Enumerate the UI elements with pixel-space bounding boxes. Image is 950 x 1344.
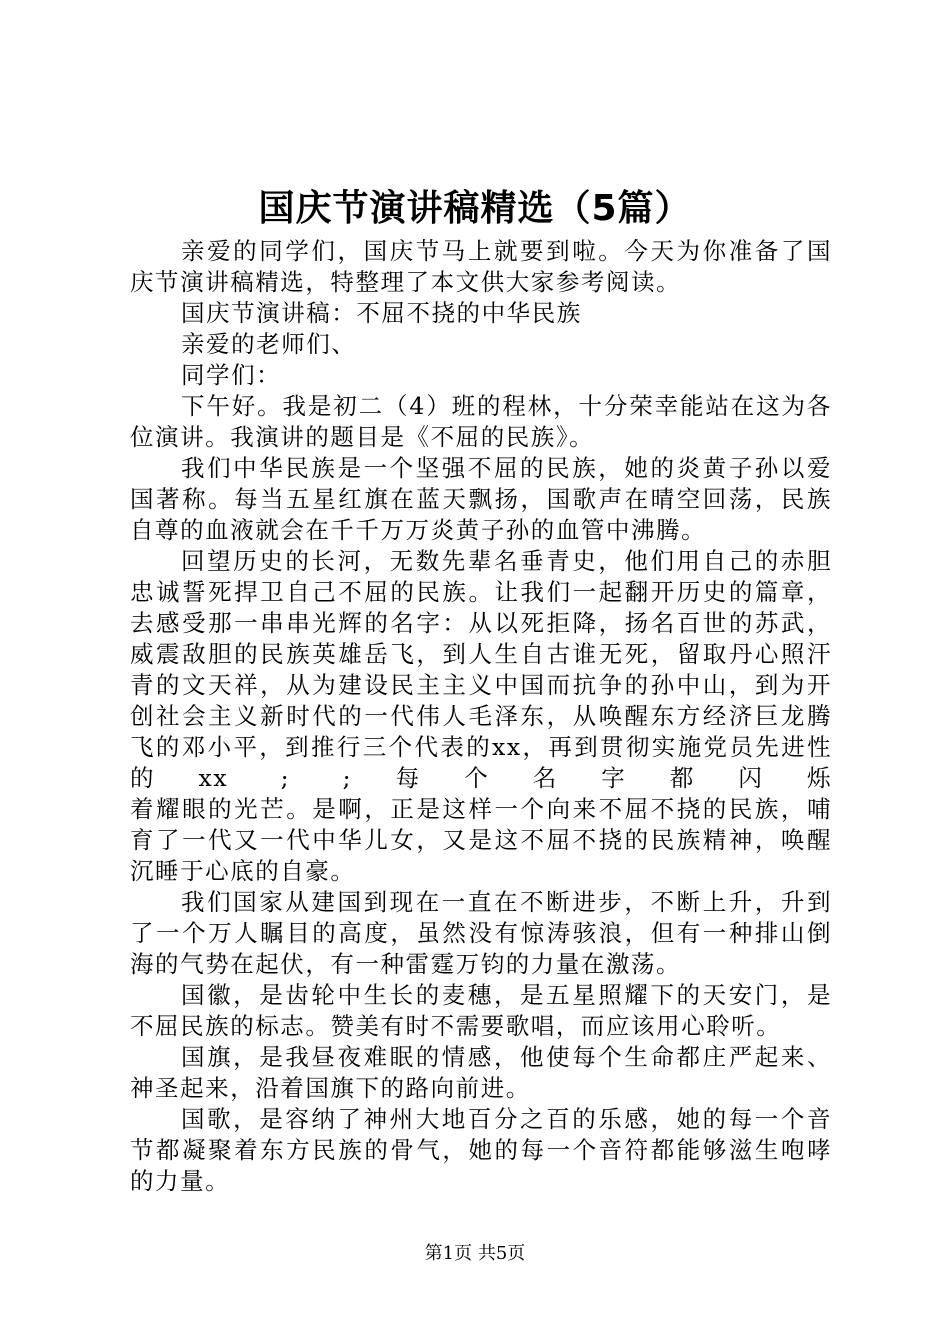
body-line: 忠诚誓死捍卫自己不屈的民族。让我们一起翻开历史的篇章， — [130, 578, 832, 606]
document-title: 国庆节演讲稿精选（5篇） — [258, 188, 692, 229]
body-line: 节都凝聚着东方民族的骨气，她的每一个音符都能够滋生咆哮 — [130, 1136, 832, 1164]
body-line: 威震敌胆的民族英雄岳飞，到人生自古谁无死，留取丹心照汗 — [130, 640, 832, 668]
body-line: 下午好。我是初二（4）班的程林，十分荣幸能站在这为各 — [181, 392, 832, 420]
body-line: 国庆节演讲稿：不屈不挠的中华民族 — [181, 299, 582, 327]
body-line: 亲爱的同学们，国庆节马上就要到啦。今天为你准备了国 — [181, 237, 832, 265]
body-line: 我们中华民族是一个坚强不屈的民族，她的炎黄子孙以爱 — [181, 454, 832, 482]
body-line: 位演讲。我演讲的题目是《不屈的民族》。 — [130, 423, 595, 451]
body-line: 我们国家从建国到现在一直在不断进步，不断上升，升到 — [181, 888, 832, 916]
body-line: 回望历史的长河，无数先辈名垂青史，他们用自己的赤胆 — [181, 547, 832, 575]
body-line: 创社会主义新时代的一代伟人毛泽东，从唤醒东方经济巨龙腾 — [130, 702, 832, 730]
body-line: 不屈民族的标志。赞美有时不需要歌唱，而应该用心聆听。 — [130, 1012, 782, 1040]
body-line: 的xx ; ;每个名字都闪烁 — [130, 764, 832, 792]
body-line: 国歌，是容纳了神州大地百分之百的乐感，她的每一个音 — [181, 1105, 832, 1133]
body-line: 青的文天祥，从为建设民主主义中国而抗争的孙中山，到为开 — [130, 671, 832, 699]
body-line: 沉睡于心底的自豪。 — [130, 857, 356, 885]
body-line: 国徽，是齿轮中生长的麦穗，是五星照耀下的天安门，是 — [181, 981, 832, 1009]
body-line: 神圣起来，沿着国旗下的路向前进。 — [130, 1074, 531, 1102]
body-line: 自尊的血液就会在千千万万炎黄子孙的血管中沸腾。 — [130, 516, 707, 544]
body-line: 同学们： — [181, 361, 282, 389]
body-line: 育了一代又一代中华儿女，又是这不屈不挠的民族精神，唤醒 — [130, 826, 832, 854]
page-footer: 第1页 共5页 — [424, 1243, 526, 1264]
body-line: 海的气势在起伏，有一种雷霆万钧的力量在激荡。 — [130, 950, 682, 978]
body-line: 国著称。每当五星红旗在蓝天飘扬，国歌声在晴空回荡，民族 — [130, 485, 832, 513]
body-line: 去感受那一串串光辉的名字：从以死拒降，扬名百世的苏武， — [130, 609, 832, 637]
body-line: 国旗，是我昼夜难眠的情感，他使每个生命都庄严起来、 — [181, 1043, 832, 1071]
body-line: 飞的邓小平，到推行三个代表的xx，再到贯彻实施党员先进性 — [130, 733, 832, 761]
body-line: 庆节演讲稿精选，特整理了本文供大家参考阅读。 — [130, 268, 682, 296]
body-line: 亲爱的老师们、 — [181, 330, 357, 358]
body-line: 的力量。 — [130, 1167, 231, 1195]
document-body — [130, 236, 832, 1197]
body-line: 了一个万人瞩目的高度，虽然没有惊涛骇浪，但有一种排山倒 — [130, 919, 832, 947]
body-line: 着耀眼的光芒。是啊，正是这样一个向来不屈不挠的民族，哺 — [130, 795, 832, 823]
